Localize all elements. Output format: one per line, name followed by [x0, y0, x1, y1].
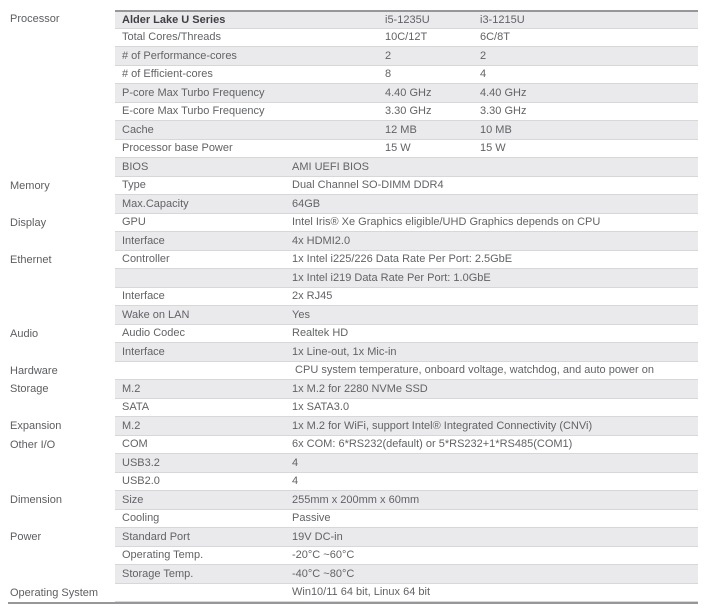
spec-value: -20°C ~60°C [292, 549, 355, 562]
table-row [0, 528, 708, 547]
row-body [115, 158, 698, 177]
spec-value: 19V DC-in [292, 530, 343, 543]
spec-value: 4 [292, 456, 299, 469]
category-label [0, 140, 115, 159]
table-row [0, 29, 708, 48]
table-row [0, 140, 708, 159]
spec-value: -40°C ~80°C [292, 567, 355, 580]
category-label: Hardware [10, 364, 58, 377]
category-label: Ethernet [10, 253, 52, 266]
spec-label: Storage Temp. [122, 567, 194, 580]
category-label: Memory [10, 179, 50, 192]
category-label [0, 269, 115, 288]
category-label [0, 565, 115, 584]
spec-value: 64GB [292, 197, 321, 210]
row-body [115, 491, 698, 510]
row-body [115, 10, 698, 29]
spec-label: Type [122, 179, 146, 192]
row-body [115, 343, 698, 362]
row-body [115, 306, 698, 325]
row-body [115, 510, 698, 529]
table-row [0, 158, 708, 177]
category-label [0, 399, 115, 418]
row-body [115, 473, 698, 492]
table-row [0, 325, 708, 344]
spec-value-variant-1: 12 MB [385, 123, 417, 136]
spec-label: M.2 [122, 419, 141, 432]
spec-label: Wake on LAN [122, 308, 190, 321]
row-body [115, 436, 698, 455]
row-body [115, 454, 698, 473]
table-row [0, 121, 708, 140]
category-label [0, 103, 115, 122]
spec-value-variant-1: 15 W [385, 142, 411, 155]
spec-value: Win10/11 64 bit, Linux 64 bit [292, 586, 430, 599]
row-body [115, 584, 698, 603]
spec-label: # of Efficient-cores [122, 68, 213, 81]
row-body [115, 103, 698, 122]
row-body [115, 214, 698, 233]
table-row [0, 269, 708, 288]
spec-label: USB3.2 [122, 456, 160, 469]
spec-label: Audio Codec [122, 327, 185, 340]
category-label [0, 195, 115, 214]
row-body [115, 29, 698, 48]
spec-value: 4 [292, 475, 299, 488]
spec-value-variant-1: 4.40 GHz [385, 86, 432, 99]
row-body [115, 399, 698, 418]
table-row [0, 214, 708, 233]
table-row [0, 343, 708, 362]
spec-label: Controller [122, 253, 170, 266]
spec-label: Total Cores/Threads [122, 31, 222, 44]
table-row [0, 10, 708, 29]
row-body [115, 565, 698, 584]
spec-label: Size [122, 493, 144, 506]
spec-label: Standard Port [122, 530, 190, 543]
spec-value: Intel Iris® Xe Graphics eligible/UHD Graphics depends on CPU [292, 216, 601, 229]
row-body [115, 380, 698, 399]
spec-value: 1x SATA3.0 [292, 401, 350, 414]
category-label: Storage [10, 383, 49, 396]
row-body [115, 177, 698, 196]
table-row [0, 362, 708, 381]
category-label [0, 121, 115, 140]
spec-label: GPU [122, 216, 146, 229]
spec-value-variant-2: 15 W [480, 142, 506, 155]
category-label [0, 306, 115, 325]
spec-value: 1x M.2 for 2280 NVMe SSD [292, 382, 428, 395]
spec-label: Alder Lake U Series [122, 13, 226, 26]
spec-value-variant-2: 10 MB [480, 123, 512, 136]
spec-label: Interface [122, 234, 165, 247]
spec-label: Interface [122, 345, 165, 358]
row-body [115, 325, 698, 344]
row-body [115, 251, 698, 270]
table-row [0, 195, 708, 214]
table-row [0, 177, 708, 196]
table-row [0, 436, 708, 455]
category-label [0, 510, 115, 529]
row-body [115, 528, 698, 547]
table-row [0, 66, 708, 85]
category-label [0, 473, 115, 492]
spec-value: AMI UEFI BIOS [292, 160, 370, 173]
table-row [0, 473, 708, 492]
row-body [115, 140, 698, 159]
spec-label: Cache [122, 123, 154, 136]
category-label [0, 158, 115, 177]
spec-value-variant-2: 4 [480, 68, 487, 81]
spec-value: 1x M.2 for WiFi, support Intel® Integrated Connectivity (CNVi) [292, 419, 593, 432]
table-row [0, 251, 708, 270]
spec-value-variant-1: 2 [385, 49, 392, 62]
table-bottom-border [8, 602, 698, 604]
table-row [0, 565, 708, 584]
spec-label: USB2.0 [122, 475, 160, 488]
spec-value-variant-1: 8 [385, 68, 392, 81]
spec-value: CPU system temperature, onboard voltage, watchdog, and auto power on [292, 364, 654, 377]
category-label: Dimension [10, 494, 62, 507]
spec-value: 6x COM: 6*RS232(default) or 5*RS232+1*RS485(COM1) [292, 438, 573, 451]
category-label: Expansion [10, 420, 62, 433]
spec-label: COM [122, 438, 148, 451]
spec-value-variant-1: 3.30 GHz [385, 105, 432, 118]
category-label [0, 84, 115, 103]
row-body [115, 547, 698, 566]
table-row [0, 47, 708, 66]
category-label [0, 547, 115, 566]
spec-value-variant-2: 6C/8T [480, 31, 510, 44]
category-label [0, 288, 115, 307]
row-body [115, 84, 698, 103]
table-row [0, 288, 708, 307]
spec-label: Operating Temp. [122, 549, 204, 562]
category-label: Display [10, 216, 47, 229]
spec-value: 1x Intel i225/226 Data Rate Per Port: 2.5GbE [292, 253, 513, 266]
category-label: Power [10, 531, 42, 544]
spec-value: 255mm x 200mm x 60mm [292, 493, 420, 506]
table-row [0, 103, 708, 122]
spec-value: Passive [292, 512, 331, 525]
table-row [0, 380, 708, 399]
spec-value-variant-1: i5-1235U [385, 13, 430, 26]
category-label [0, 47, 115, 66]
category-label: Other I/O [10, 438, 56, 451]
spec-value-variant-2: 2 [480, 49, 487, 62]
category-label [0, 454, 115, 473]
spec-label: Interface [122, 290, 165, 303]
spec-value: 1x Intel i219 Data Rate Per Port: 1.0GbE [292, 271, 491, 284]
spec-label: E-core Max Turbo Frequency [122, 105, 265, 118]
row-body [115, 288, 698, 307]
row-body [115, 121, 698, 140]
spec-value-variant-1: 10C/12T [385, 31, 428, 44]
spec-table [0, 10, 708, 602]
table-row [0, 454, 708, 473]
row-body [115, 232, 698, 251]
spec-label: # of Performance-cores [122, 49, 237, 62]
category-label [0, 343, 115, 362]
spec-label: M.2 [122, 382, 141, 395]
row-body [115, 417, 698, 436]
spec-label: Max.Capacity [122, 197, 189, 210]
table-row [0, 84, 708, 103]
spec-label: BIOS [122, 160, 149, 173]
category-label [0, 232, 115, 251]
spec-value: 4x HDMI2.0 [292, 234, 351, 247]
row-body [115, 269, 698, 288]
table-row [0, 232, 708, 251]
row-body [115, 195, 698, 214]
table-row [0, 584, 708, 603]
table-row [0, 306, 708, 325]
spec-label: Processor base Power [122, 142, 233, 155]
spec-value: Dual Channel SO-DIMM DDR4 [292, 179, 444, 192]
spec-label: SATA [122, 401, 150, 414]
spec-value: 1x Line-out, 1x Mic-in [292, 345, 397, 358]
spec-value: Realtek HD [292, 327, 349, 340]
table-row [0, 491, 708, 510]
spec-value: Yes [292, 308, 310, 321]
table-row [0, 547, 708, 566]
category-label: Operating System [10, 586, 99, 599]
row-body [115, 66, 698, 85]
spec-label: P-core Max Turbo Frequency [122, 86, 265, 99]
category-label [0, 66, 115, 85]
spec-value: 2x RJ45 [292, 290, 333, 303]
category-label [0, 29, 115, 48]
category-label: Audio [10, 327, 39, 340]
table-row [0, 510, 708, 529]
spec-value-variant-2: 3.30 GHz [480, 105, 527, 118]
table-row [0, 399, 708, 418]
row-body [115, 47, 698, 66]
spec-value-variant-2: 4.40 GHz [480, 86, 527, 99]
category-label: Processor [10, 13, 60, 26]
row-body [115, 362, 698, 381]
spec-label: Cooling [122, 512, 160, 525]
table-row [0, 417, 708, 436]
spec-value-variant-2: i3-1215U [480, 13, 525, 26]
